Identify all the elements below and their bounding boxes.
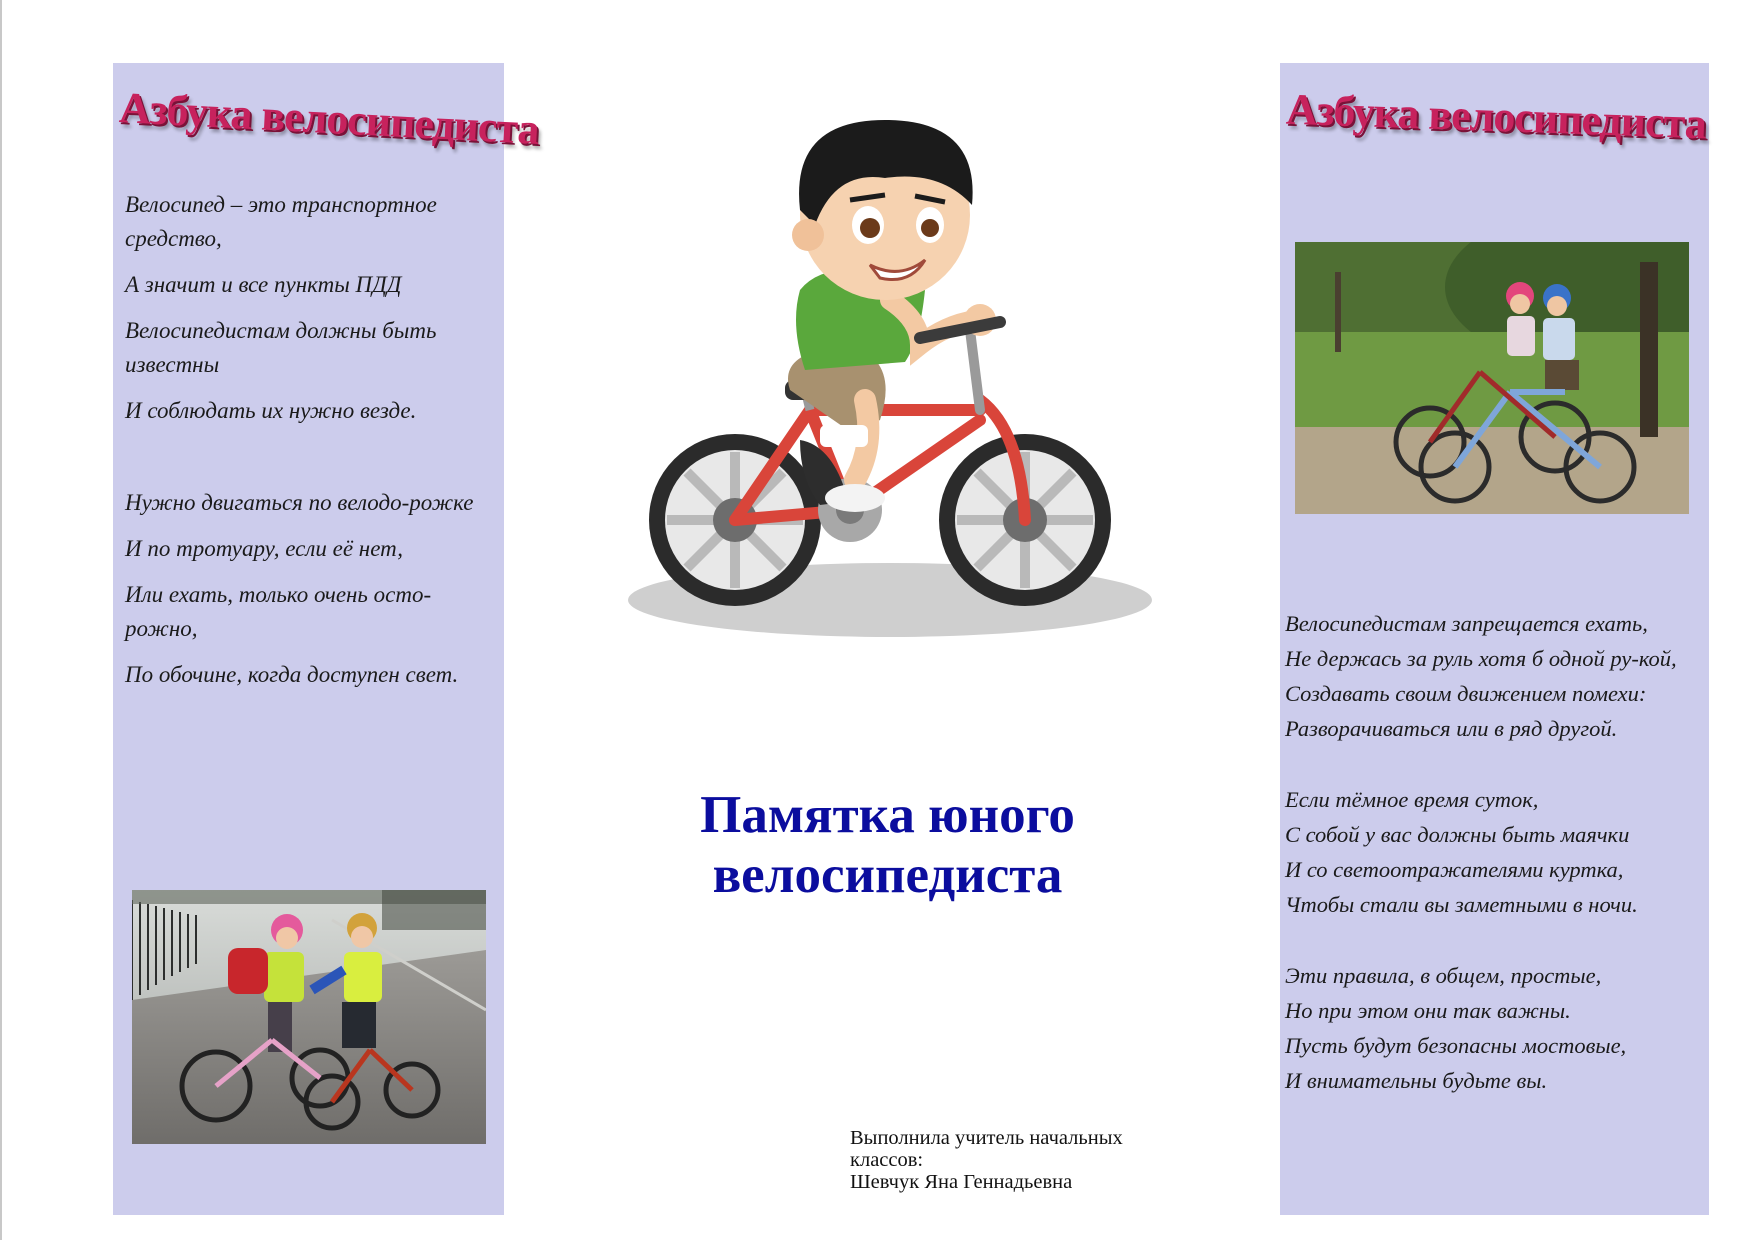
poem-line: Или ехать, только очень осто-рожно, — [125, 582, 432, 641]
poem-line: Если тёмное время суток, — [1285, 787, 1539, 812]
poem-line: Пусть будут безопасны мостовые, — [1285, 1033, 1627, 1058]
poem-line: Разворачиваться или в ряд другой. — [1285, 716, 1618, 741]
boy-on-bicycle-illustration — [620, 100, 1160, 665]
stanza-gap — [1285, 751, 1707, 787]
poem-line: А значит и все пункты ПДД — [125, 272, 402, 297]
right-poem — [1285, 611, 1707, 1103]
author-credit — [850, 1127, 1123, 1193]
poem-line: И со светоотражателями куртка, — [1285, 857, 1624, 882]
author-line: классов: — [850, 1149, 924, 1171]
poem-line: Эти правила, в общем, простые, — [1285, 963, 1602, 988]
poem-line: Но при этом они так важны. — [1285, 998, 1571, 1023]
poem-line: Велосипедистам должны быть известны — [125, 318, 437, 377]
poem-line: Велосипед – это транспортное средство, — [125, 192, 437, 251]
main-title-line: Памятка юного — [700, 786, 1075, 844]
page-edge — [0, 0, 2, 1240]
stanza-gap — [1285, 927, 1707, 963]
poem-line: Велосипедистам запрещается ехать, — [1285, 611, 1648, 636]
right-panel — [1280, 63, 1709, 1215]
children-cycling-park-photo — [1295, 242, 1689, 514]
poem-line: И соблюдать их нужно везде. — [125, 398, 417, 423]
author-name: Шевчук Яна Геннадьевна — [850, 1171, 1073, 1193]
main-title — [600, 785, 1175, 905]
poem-line: И внимательны будьте вы. — [1285, 1068, 1548, 1093]
right-panel-title: Азбука велосипедиста — [1285, 84, 1707, 149]
left-panel — [113, 63, 540, 1215]
children-with-bikes-photo — [132, 890, 486, 1144]
poem-line: И по тротуару, если её нет, — [125, 536, 404, 561]
stanza-gap — [125, 440, 495, 486]
left-panel-title: Азбука велосипедиста — [118, 83, 540, 154]
poem-line: Чтобы стали вы заметными в ночи. — [1285, 892, 1638, 917]
main-title-line: велосипедиста — [712, 846, 1063, 904]
poem-line: Нужно двигаться по велодо-рожке — [125, 490, 474, 515]
left-poem — [125, 188, 495, 704]
author-line: Выполнила учитель начальных — [850, 1127, 1123, 1149]
poem-line: Создавать своим движением помехи: — [1285, 681, 1647, 706]
poem-line: Не держась за руль хотя б одной ру-кой, — [1285, 646, 1677, 671]
poem-line: С собой у вас должны быть маячки — [1285, 822, 1630, 847]
poem-line: По обочине, когда доступен свет. — [125, 662, 459, 687]
